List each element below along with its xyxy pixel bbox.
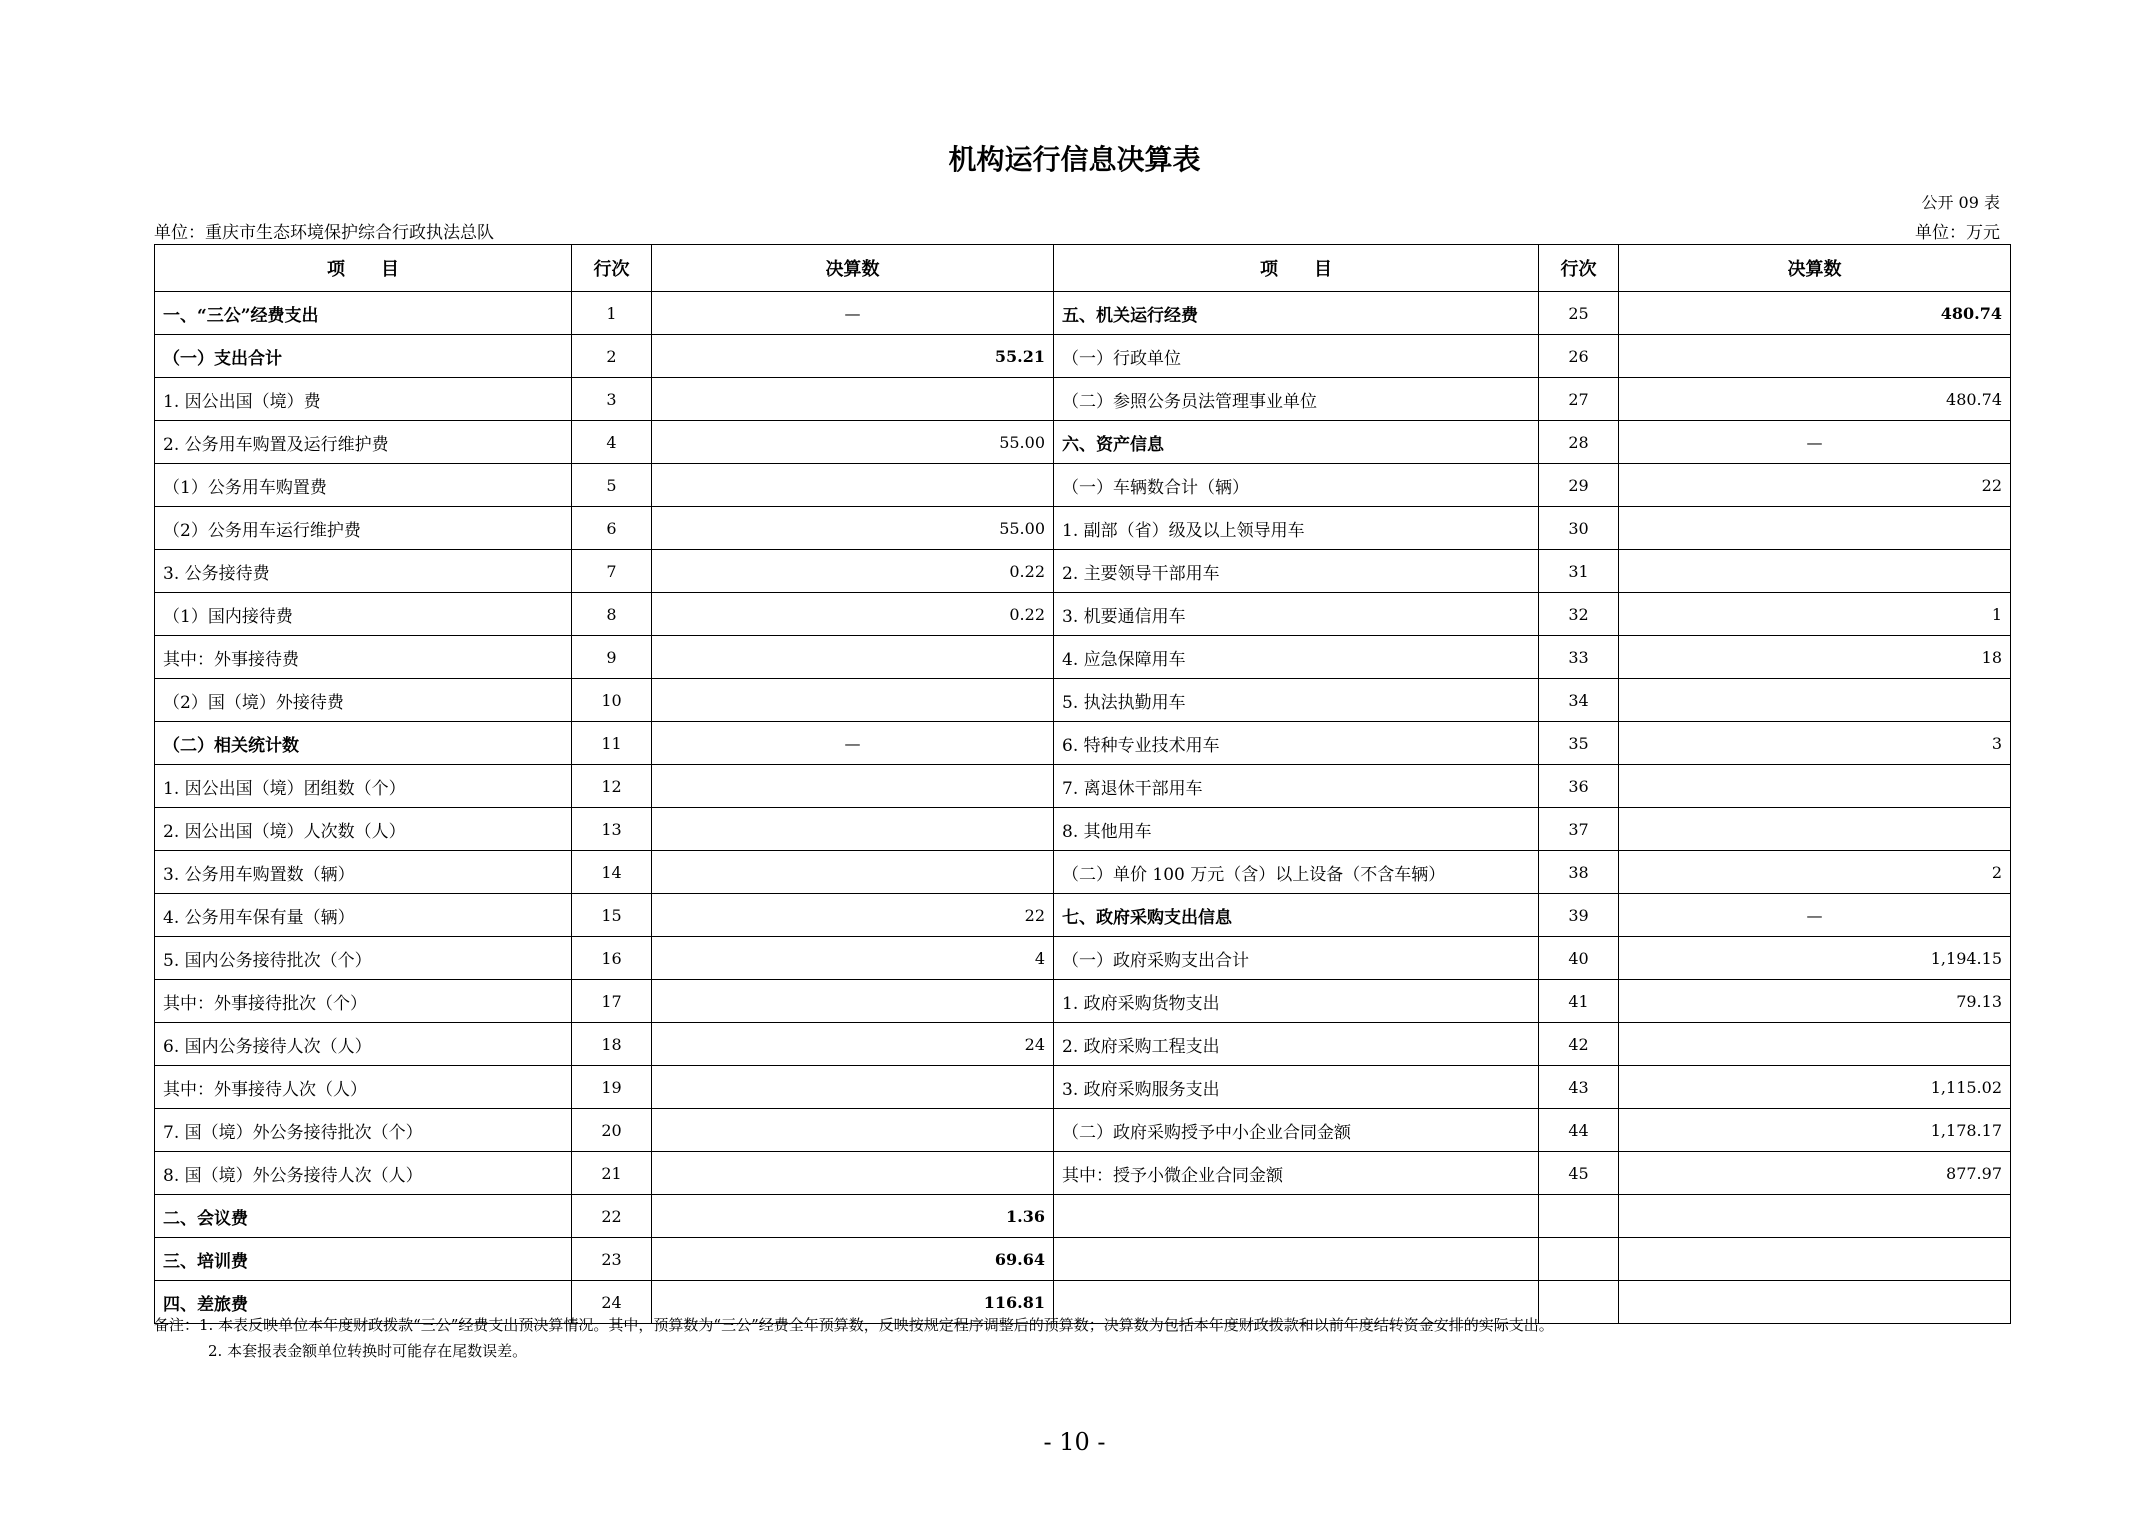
left-amount-cell <box>652 378 1054 421</box>
table-row <box>155 1238 2011 1281</box>
right-item-cell: 2. 政府采购工程支出 <box>1054 1023 1539 1066</box>
left-seq-cell: 23 <box>572 1238 652 1281</box>
left-amount-cell <box>652 1109 1054 1152</box>
left-amount-cell <box>652 765 1054 808</box>
right-seq-cell: 39 <box>1539 894 1619 937</box>
left-amount-cell: 55.00 <box>652 421 1054 464</box>
right-seq-cell: 30 <box>1539 507 1619 550</box>
table-row <box>155 378 2011 421</box>
left-amount-cell: 69.64 <box>652 1238 1054 1281</box>
right-item-cell: 七、政府采购支出信息 <box>1054 894 1539 937</box>
right-seq-cell: 32 <box>1539 593 1619 636</box>
right-amount-cell: 18 <box>1619 636 2011 679</box>
right-seq-cell: 44 <box>1539 1109 1619 1152</box>
left-seq-cell: 21 <box>572 1152 652 1195</box>
left-item-cell: （2）公务用车运行维护费 <box>155 507 572 550</box>
table-row <box>155 1195 2011 1238</box>
table-row <box>155 1066 2011 1109</box>
right-amount-cell: — <box>1619 894 2011 937</box>
left-seq-cell: 15 <box>572 894 652 937</box>
right-amount-cell: 480.74 <box>1619 378 2011 421</box>
right-amount-cell: 1,115.02 <box>1619 1066 2011 1109</box>
table-row <box>155 679 2011 722</box>
table-row <box>155 292 2011 335</box>
table-row <box>155 421 2011 464</box>
header-item-left: 项 目 <box>155 245 572 292</box>
left-seq-cell: 6 <box>572 507 652 550</box>
right-amount-cell: 480.74 <box>1619 292 2011 335</box>
left-item-cell: 7. 国（境）外公务接待批次（个） <box>155 1109 572 1152</box>
header-amount-right: 决算数 <box>1619 245 2011 292</box>
left-seq-cell: 24 <box>572 1281 652 1324</box>
right-item-cell: 其中：授予小微企业合同金额 <box>1054 1152 1539 1195</box>
right-seq-cell: 27 <box>1539 378 1619 421</box>
table-row <box>155 1023 2011 1066</box>
right-amount-cell <box>1619 507 2011 550</box>
left-amount-cell: — <box>652 292 1054 335</box>
right-seq-cell: 37 <box>1539 808 1619 851</box>
right-amount-cell: 79.13 <box>1619 980 2011 1023</box>
form-number: 公开 09 表 <box>1921 193 2000 212</box>
right-amount-cell <box>1619 679 2011 722</box>
page-title: 机构运行信息决算表 <box>948 143 1201 176</box>
right-item-cell: （二）政府采购授予中小企业合同金额 <box>1054 1109 1539 1152</box>
right-seq-cell: 34 <box>1539 679 1619 722</box>
right-amount-cell <box>1619 1238 2011 1281</box>
left-item-cell: 4. 公务用车保有量（辆） <box>155 894 572 937</box>
right-item-cell: 3. 机要通信用车 <box>1054 593 1539 636</box>
right-seq-cell <box>1539 1238 1619 1281</box>
right-amount-cell: 877.97 <box>1619 1152 2011 1195</box>
table-row <box>155 550 2011 593</box>
right-amount-cell <box>1619 765 2011 808</box>
left-item-cell: 3. 公务用车购置数（辆） <box>155 851 572 894</box>
left-amount-cell <box>652 464 1054 507</box>
right-amount-cell: — <box>1619 421 2011 464</box>
left-item-cell: 3. 公务接待费 <box>155 550 572 593</box>
header-item-right: 项 目 <box>1054 245 1539 292</box>
left-item-cell: 其中：外事接待批次（个） <box>155 980 572 1023</box>
right-amount-cell: 1 <box>1619 593 2011 636</box>
left-amount-cell: 22 <box>652 894 1054 937</box>
left-amount-cell <box>652 679 1054 722</box>
left-item-cell: （一）支出合计 <box>155 335 572 378</box>
currency-unit: 单位：万元 <box>1915 223 2000 243</box>
left-item-cell: 其中：外事接待费 <box>155 636 572 679</box>
left-seq-cell: 3 <box>572 378 652 421</box>
page-number: - 10 - <box>1043 1428 1106 1456</box>
right-seq-cell: 26 <box>1539 335 1619 378</box>
right-seq-cell: 29 <box>1539 464 1619 507</box>
left-amount-cell <box>652 636 1054 679</box>
left-item-cell: 2. 公务用车购置及运行维护费 <box>155 421 572 464</box>
right-item-cell: 8. 其他用车 <box>1054 808 1539 851</box>
right-amount-cell: 3 <box>1619 722 2011 765</box>
right-seq-cell <box>1539 1195 1619 1238</box>
header-amount-left: 决算数 <box>652 245 1054 292</box>
left-item-cell: 1. 因公出国（境）费 <box>155 378 572 421</box>
left-seq-cell: 20 <box>572 1109 652 1152</box>
right-amount-cell: 22 <box>1619 464 2011 507</box>
table-row <box>155 851 2011 894</box>
right-amount-cell: 1,194.15 <box>1619 937 2011 980</box>
footnotes <box>154 1312 2014 1364</box>
right-item-cell: 2. 主要领导干部用车 <box>1054 550 1539 593</box>
left-seq-cell: 17 <box>572 980 652 1023</box>
left-amount-cell <box>652 1066 1054 1109</box>
right-item-cell: （一）行政单位 <box>1054 335 1539 378</box>
reporting-unit: 单位：重庆市生态环境保护综合行政执法总队 <box>154 223 494 243</box>
right-item-cell: （一）车辆数合计（辆） <box>1054 464 1539 507</box>
left-item-cell: 一、“三公”经费支出 <box>155 292 572 335</box>
left-amount-cell: 55.21 <box>652 335 1054 378</box>
right-item-cell: 6. 特种专业技术用车 <box>1054 722 1539 765</box>
left-amount-cell <box>652 980 1054 1023</box>
left-item-cell: 二、会议费 <box>155 1195 572 1238</box>
left-item-cell: 1. 因公出国（境）团组数（个） <box>155 765 572 808</box>
right-item-cell: 1. 副部（省）级及以上领导用车 <box>1054 507 1539 550</box>
right-item-cell: （二）参照公务员法管理事业单位 <box>1054 378 1539 421</box>
right-amount-cell <box>1619 335 2011 378</box>
right-item-cell: 六、资产信息 <box>1054 421 1539 464</box>
table-row <box>155 1109 2011 1152</box>
table-row <box>155 980 2011 1023</box>
right-item-cell: （一）政府采购支出合计 <box>1054 937 1539 980</box>
right-seq-cell: 33 <box>1539 636 1619 679</box>
left-seq-cell: 4 <box>572 421 652 464</box>
left-item-cell: （二）相关统计数 <box>155 722 572 765</box>
table-row <box>155 722 2011 765</box>
left-seq-cell: 8 <box>572 593 652 636</box>
table-row <box>155 636 2011 679</box>
table-header-row <box>155 245 2011 292</box>
right-item-cell <box>1054 1238 1539 1281</box>
left-item-cell: 四、差旅费 <box>155 1281 572 1324</box>
left-seq-cell: 1 <box>572 292 652 335</box>
table-row <box>155 765 2011 808</box>
left-seq-cell: 2 <box>572 335 652 378</box>
left-seq-cell: 11 <box>572 722 652 765</box>
left-amount-cell <box>652 808 1054 851</box>
left-seq-cell: 10 <box>572 679 652 722</box>
right-amount-cell <box>1619 1195 2011 1238</box>
left-amount-cell: 1.36 <box>652 1195 1054 1238</box>
right-amount-cell <box>1619 808 2011 851</box>
left-amount-cell: 0.22 <box>652 593 1054 636</box>
right-seq-cell: 38 <box>1539 851 1619 894</box>
left-amount-cell: 24 <box>652 1023 1054 1066</box>
right-seq-cell: 43 <box>1539 1066 1619 1109</box>
table-row <box>155 507 2011 550</box>
right-amount-cell <box>1619 1023 2011 1066</box>
right-amount-cell <box>1619 550 2011 593</box>
table-row <box>155 335 2011 378</box>
left-item-cell: 三、培训费 <box>155 1238 572 1281</box>
right-seq-cell: 41 <box>1539 980 1619 1023</box>
right-seq-cell: 42 <box>1539 1023 1619 1066</box>
left-seq-cell: 13 <box>572 808 652 851</box>
right-item-cell: 4. 应急保障用车 <box>1054 636 1539 679</box>
right-seq-cell: 28 <box>1539 421 1619 464</box>
left-seq-cell: 16 <box>572 937 652 980</box>
footnote-2: 2. 本套报表金额单位转换时可能存在尾数误差。 <box>208 1342 528 1360</box>
header-seq-right: 行次 <box>1539 245 1619 292</box>
left-item-cell: 其中：外事接待人次（人） <box>155 1066 572 1109</box>
table-row <box>155 808 2011 851</box>
left-item-cell: 5. 国内公务接待批次（个） <box>155 937 572 980</box>
left-seq-cell: 19 <box>572 1066 652 1109</box>
left-amount-cell <box>652 1152 1054 1195</box>
right-item-cell: 5. 执法执勤用车 <box>1054 679 1539 722</box>
left-item-cell: 8. 国（境）外公务接待人次（人） <box>155 1152 572 1195</box>
left-item-cell: 6. 国内公务接待人次（人） <box>155 1023 572 1066</box>
table-row <box>155 464 2011 507</box>
left-item-cell: （1）公务用车购置费 <box>155 464 572 507</box>
left-amount-cell: 116.81 <box>652 1281 1054 1324</box>
table-row <box>155 937 2011 980</box>
left-seq-cell: 22 <box>572 1195 652 1238</box>
right-seq-cell: 31 <box>1539 550 1619 593</box>
header-seq-left: 行次 <box>572 245 652 292</box>
left-item-cell: （1）国内接待费 <box>155 593 572 636</box>
left-item-cell: （2）国（境）外接待费 <box>155 679 572 722</box>
left-seq-cell: 12 <box>572 765 652 808</box>
left-amount-cell <box>652 851 1054 894</box>
right-item-cell: （二）单价 100 万元（含）以上设备（不含车辆） <box>1054 851 1539 894</box>
left-seq-cell: 18 <box>572 1023 652 1066</box>
right-amount-cell: 1,178.17 <box>1619 1109 2011 1152</box>
right-item-cell: 3. 政府采购服务支出 <box>1054 1066 1539 1109</box>
footnote-1: 备注：1. 本表反映单位本年度财政拨款“三公”经费支出预决算情况。其中，预算数为“三公”经费全年预算数，反映按规定程序调整后的预算数；决算数为包括本年度财政拨款和以前年度结转资金安排的实际支出。 <box>154 1316 1554 1334</box>
left-seq-cell: 5 <box>572 464 652 507</box>
left-seq-cell: 9 <box>572 636 652 679</box>
right-item-cell: 7. 离退休干部用车 <box>1054 765 1539 808</box>
left-amount-cell: 0.22 <box>652 550 1054 593</box>
right-seq-cell: 36 <box>1539 765 1619 808</box>
right-seq-cell: 45 <box>1539 1152 1619 1195</box>
right-item-cell: 五、机关运行经费 <box>1054 292 1539 335</box>
table-row <box>155 894 2011 937</box>
right-seq-cell: 35 <box>1539 722 1619 765</box>
right-item-cell: 1. 政府采购货物支出 <box>1054 980 1539 1023</box>
right-amount-cell: 2 <box>1619 851 2011 894</box>
right-seq-cell: 40 <box>1539 937 1619 980</box>
left-amount-cell: 55.00 <box>652 507 1054 550</box>
table-row <box>155 593 2011 636</box>
final-accounts-table <box>154 244 2011 1324</box>
left-seq-cell: 7 <box>572 550 652 593</box>
left-seq-cell: 14 <box>572 851 652 894</box>
right-seq-cell: 25 <box>1539 292 1619 335</box>
left-amount-cell: — <box>652 722 1054 765</box>
left-amount-cell: 4 <box>652 937 1054 980</box>
right-item-cell <box>1054 1195 1539 1238</box>
table-row <box>155 1152 2011 1195</box>
left-item-cell: 2. 因公出国（境）人次数（人） <box>155 808 572 851</box>
